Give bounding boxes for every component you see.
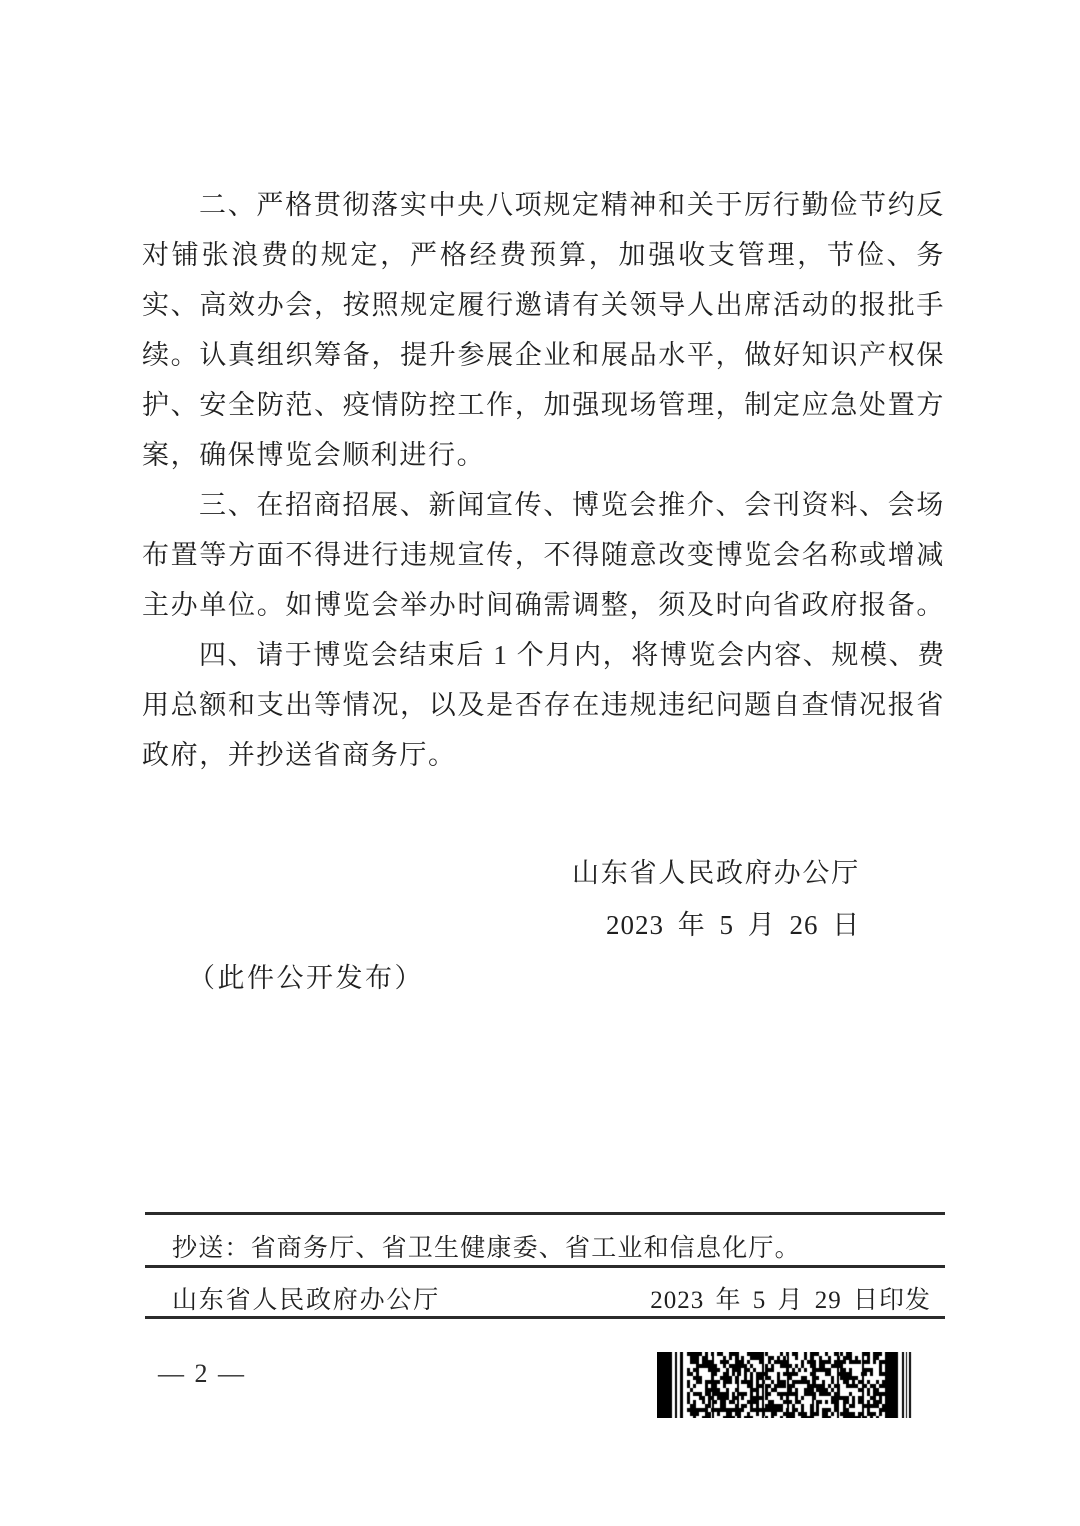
footer-issuer: 山东省人民政府办公厅	[172, 1287, 441, 1314]
footer-rule-middle	[145, 1265, 945, 1268]
page-number: — 2 —	[158, 1359, 246, 1388]
body-line: 布置等方面不得进行违规宣传，不得随意改变博览会名称或增减	[142, 540, 945, 570]
pdf417-barcode-icon	[657, 1352, 913, 1418]
body-line: 三、在招商招展、新闻宣传、博览会推介、会刊资料、会场	[199, 490, 945, 520]
footer-cc-line: 抄送：省商务厅、省卫生健康委、省工业和信息化厅。	[172, 1235, 801, 1262]
body-line: 实、高效办会，按照规定履行邀请有关领导人出席活动的报批手	[142, 290, 945, 320]
body-line: 护、安全防范、疫情防控工作，加强现场管理，制定应急处置方	[142, 390, 945, 420]
body-line: 政府，并抄送省商务厅。	[142, 740, 457, 770]
signature-issuer: 山东省人民政府办公厅	[572, 858, 860, 888]
body-line: 续。认真组织筹备，提升参展企业和展品水平，做好知识产权保	[142, 340, 945, 370]
body-line: 主办单位。如博览会举办时间确需调整，须及时向省政府报备。	[142, 590, 945, 620]
body-line: 对铺张浪费的规定，严格经费预算，加强收支管理，节俭、务	[142, 240, 945, 270]
body-line: 四、请于博览会结束后 1 个月内，将博览会内容、规模、费	[199, 640, 946, 670]
body-line: 案，确保博览会顺利进行。	[142, 440, 486, 470]
signature-date: 2023 年 5 月 26 日	[606, 910, 861, 940]
body-line: 用总额和支出等情况，以及是否存在违规违纪问题自查情况报省	[142, 690, 945, 720]
public-release-note: （此件公开发布）	[188, 963, 424, 993]
document-body	[142, 180, 945, 780]
footer-rule-top	[145, 1212, 945, 1215]
body-line: 二、严格贯彻落实中央八项规定精神和关于厉行勤俭节约反	[199, 190, 945, 220]
footer-print-date: 2023 年 5 月 29 日印发	[650, 1287, 931, 1314]
footer-rule-bottom	[145, 1316, 945, 1319]
